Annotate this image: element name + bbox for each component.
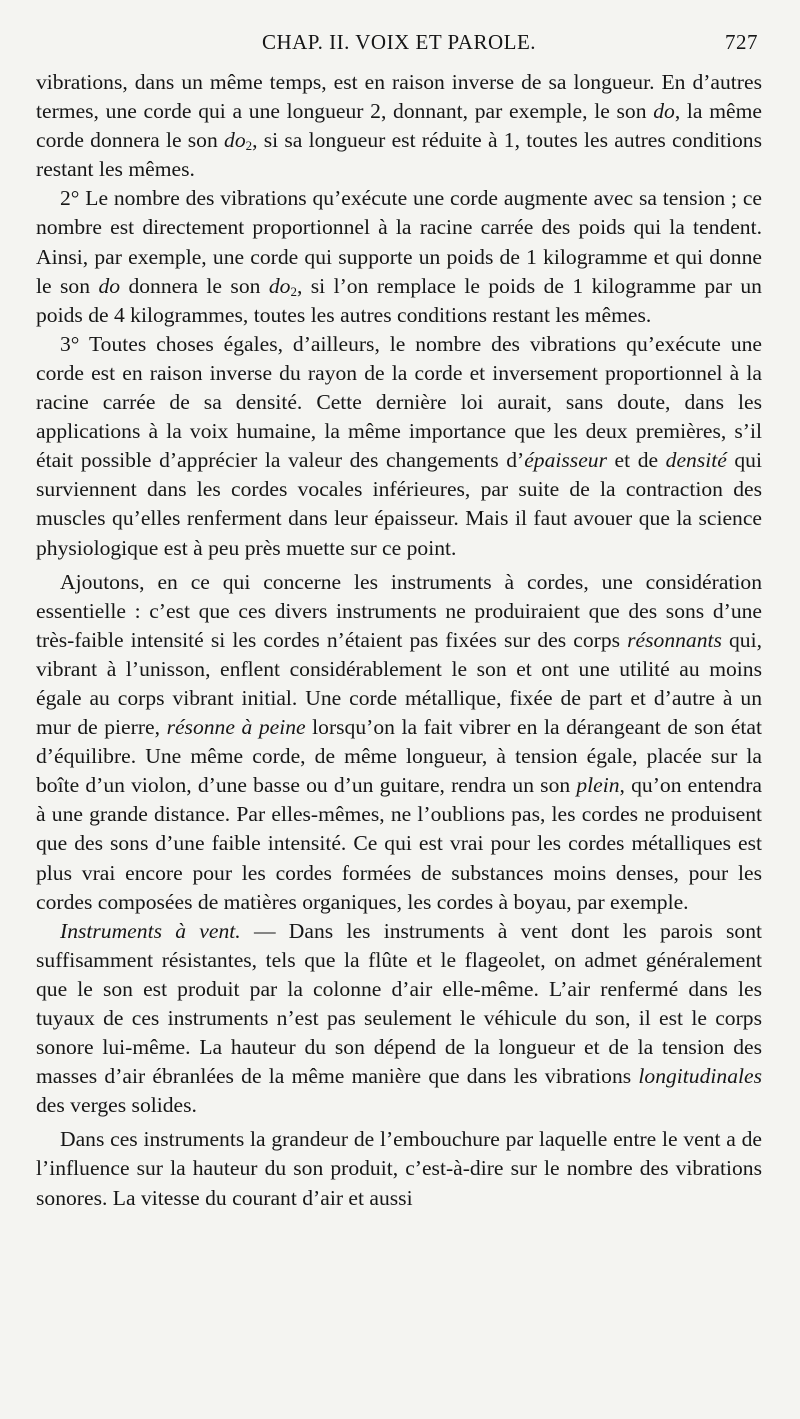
text-run: 3° Toutes choses égales, d’ailleurs, le nombre des vibrations qu’exécute une corde est en raison inverse du rayon de la corde et inversement proportionnel à la racine carrée de sa densité. Cette dernière loi aurait, sans doute, dans les applications à la voix humaine, la même importance que les deux premières, s’il était possible d’apprécier la valeur des changements d’ — [36, 331, 762, 473]
text-run: , si l’on remplace le poids de 1 kilogramme par un poids de 4 kilogrammes, toutes les autres conditions restant les mêmes. — [36, 273, 762, 327]
emphasis: résonne à peine — [166, 715, 306, 740]
emphasis: épaisseur — [524, 448, 607, 473]
text-run: Dans ces instruments la grandeur de l’embouchure par laquelle entre le vent a de l’influence sur la hauteur du son produit, c’est-à-dire sur le nombre des vibrations sonores. La vitesse du courant d’air et aussi — [36, 1127, 762, 1210]
note-do: do — [98, 273, 121, 298]
text-run: , qu’on entendra à une grande distance. Par elles-mêmes, ne l’oublions pas, les cordes ne produisent que des sons d’une faible intensité. Ce qui est vrai pour les cordes métalliques est plus vrai encore pour les cordes formées de substances moins denses, pour les cordes composées de matières organiques, les cordes à boyau, par exemple. — [36, 773, 762, 914]
text-run: et de — [607, 448, 666, 473]
emphasis: résonnants — [627, 627, 722, 652]
text-run: lorsqu’on la fait vibrer en la dérangeant de son état d’équilibre. Une même corde, de même longueur, à tension égale, placée sur la boîte d’un violon, d’une basse ou d’un guitare, rendra un son — [36, 715, 762, 798]
paragraph-tension-law — [36, 184, 762, 329]
page-number: 727 — [725, 30, 758, 54]
note-do: do — [224, 128, 246, 153]
note-do: do — [268, 273, 291, 298]
paragraph-wind-instruments — [36, 917, 762, 1121]
text-run: 2° Le nombre des vibrations qu’exécute une corde augmente avec sa tension ; ce nombre est directement proportionnel à la racine carrée des poids qui la tendent. Ainsi, par exemple, une corde qui supporte un poids de 1 kilogramme et qui donne le son — [36, 186, 762, 298]
text-run: , si sa longueur est réduite à 1, toutes les autres conditions restant les mêmes. — [36, 128, 763, 182]
paragraph-continuation — [36, 68, 762, 184]
text-run: qui, vibrant à l’unisson, enflent considérablement le son et ont une utilité au moins égale au corps vibrant initial. Une corde métallique, fixée de part et d’autre à un mur de pierre, — [36, 627, 762, 740]
text-run: Ajoutons, en ce qui concerne les instruments à cordes, une considération essentielle : c’est que ces divers instruments ne produiraient que des sons d’une très-faible intensité si les cordes n’étaient pas fixées sur des corps — [36, 569, 762, 652]
emphasis: densité — [665, 448, 727, 473]
text-run: des verges solides. — [36, 1093, 197, 1118]
emphasis: longitudinales — [638, 1064, 762, 1089]
text-run: , la même corde donnera le son — [36, 99, 762, 153]
text-run: qui surviennent dans les cordes vocales inférieures, par suite de la contraction des muscles qu’elles renferment dans leur épaisseur. Mais il faut avouer que la science physiologique est à peu près muette sur ce point. — [36, 448, 762, 560]
note-do: do — [653, 99, 675, 124]
paragraph-density-law — [36, 330, 762, 563]
text-run: — Dans les instruments à vent dont les parois sont suffisamment résistantes, tels que la flûte et le flageolet, on admet généralement que le son est produit par la colonne d’air elle-même. L’air renfermé dans les tuyaux de ces instruments n’est pas seulement le véhicule du son, il est le corps sonore lui-même. La hauteur du son dépend de la longueur et de la tension des masses d’air ébranlées de la même manière que dans les vibrations — [36, 918, 762, 1089]
paragraph-embouchure — [36, 1125, 762, 1212]
note-subscript: 2 — [290, 283, 297, 299]
section-heading: Instruments à vent. — [60, 918, 241, 943]
text-run: donnera le son — [120, 273, 269, 298]
emphasis: plein — [576, 773, 620, 798]
page-header — [36, 30, 762, 68]
paragraph-string-instruments — [36, 568, 762, 917]
running-title: CHAP. II. VOIX ET PAROLE. — [261, 30, 537, 54]
body-text — [36, 68, 762, 1213]
text-run: vibrations, dans un même temps, est en raison inverse de sa longueur. En d’autres termes, une corde qui a une longueur 2, donnant, par exemple, le son — [36, 70, 762, 124]
note-subscript: 2 — [245, 138, 253, 154]
